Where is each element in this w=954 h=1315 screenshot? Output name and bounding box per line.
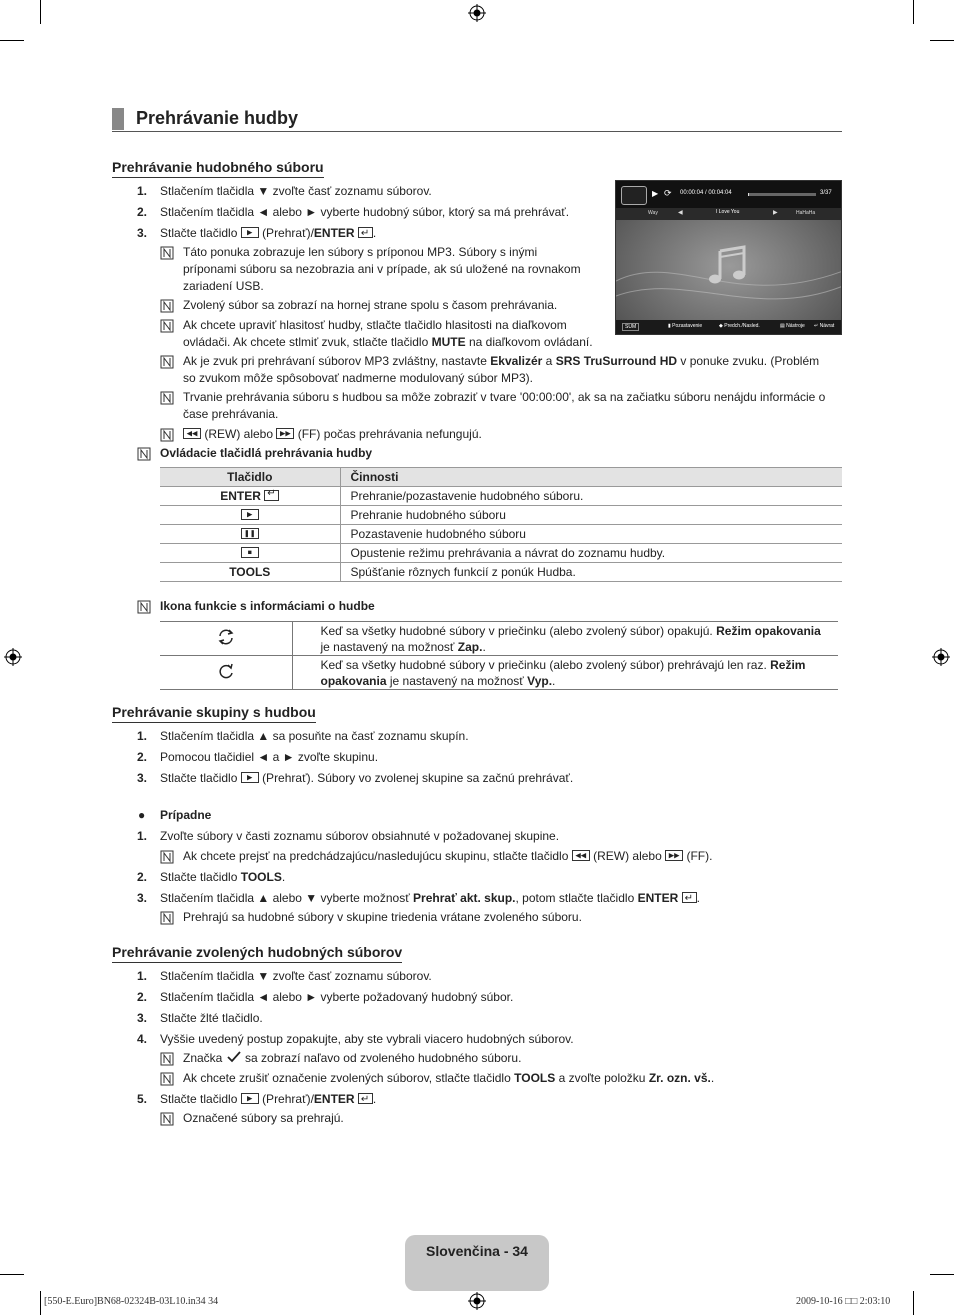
tools-label: TOOLS xyxy=(240,870,282,884)
table-cell xyxy=(160,656,292,690)
step-text-part: Stlačte tlačidlo xyxy=(160,226,238,240)
note-text-part: Značka xyxy=(183,1051,223,1065)
music-player-screenshot xyxy=(615,180,842,335)
step-text xyxy=(160,890,700,907)
option-label: Zr. ozn. vš. xyxy=(648,1071,711,1085)
crop-mark xyxy=(930,1274,954,1275)
enter-icon xyxy=(358,227,373,238)
note-text-part: v ponuke zvuku. (Problém xyxy=(680,354,820,368)
step-number: 1. xyxy=(137,829,148,843)
note-text: Ak chcete upraviť hlasitosť hudby, stlačte tlačidlo hlasitosti na diaľkovom xyxy=(183,318,567,332)
step-text: Pomocou tlačidiel ◄ a ► zvoľte skupinu. xyxy=(160,750,379,764)
step-line xyxy=(137,1010,147,1027)
table-cell: Prehranie hudobného súboru xyxy=(340,506,842,525)
note-text: Označené súbory sa prehrajú. xyxy=(183,1111,344,1125)
note-text: Zvolený súbor sa zobrazí na hornej strane spolu s časom prehrávania. xyxy=(183,298,558,312)
note-icon xyxy=(137,600,151,614)
tools-label: TOOLS xyxy=(229,565,271,579)
music-note-icon xyxy=(706,245,748,285)
step-text-part: Stlačte tlačidlo xyxy=(160,870,238,884)
info-text: . xyxy=(482,639,486,654)
table-row xyxy=(160,506,842,525)
thumbnail xyxy=(621,186,647,205)
step-text: Zvoľte súbory v časti zoznamu súborov obsiahnuté v požadovanej skupine. xyxy=(160,829,560,843)
crop-mark xyxy=(913,0,914,24)
table-row xyxy=(160,563,842,582)
crop-mark xyxy=(0,1274,24,1275)
step-text-part: . xyxy=(372,226,377,240)
repeat-all-icon xyxy=(216,627,236,647)
step-text-part: Stlačením tlačidla ▲ alebo ▼ vyberte možnosť xyxy=(160,891,410,905)
table-header: Činnosti xyxy=(340,468,842,487)
step-line xyxy=(137,828,147,845)
table-header-row xyxy=(160,468,842,487)
note-icon xyxy=(137,447,151,461)
player-count: 3/37 xyxy=(820,190,832,196)
note-icon xyxy=(160,911,174,925)
note-text-part: . xyxy=(710,1071,715,1085)
step-line xyxy=(137,183,147,200)
note-text xyxy=(183,426,482,443)
hint-prev-next: ◆ Predch./Nasled. xyxy=(719,323,760,329)
step-text: Vyššie uvedený postup zopakujte, aby ste vybrali viacero hudobných súborov. xyxy=(160,1032,574,1046)
step-text: Stlačením tlačidla ◄ alebo ► vyberte požadovaný hudobný súbor. xyxy=(160,990,514,1004)
table-cell: Prehranie/pozastavenie hudobného súboru. xyxy=(340,487,842,506)
note-icon xyxy=(160,391,174,405)
info-bold: Zap. xyxy=(457,639,483,654)
note-icon xyxy=(160,319,174,333)
step-number: 2. xyxy=(137,750,148,764)
note-text xyxy=(183,1050,521,1067)
step-text xyxy=(160,869,285,886)
registration-mark-icon xyxy=(468,1292,486,1310)
note-icon xyxy=(160,355,174,369)
step-text-part: . xyxy=(372,1092,377,1106)
note-text-part: sa zobrazí naľavo od zvoleného hudobného súboru. xyxy=(245,1051,522,1065)
step-text-part: Stlačte tlačidlo xyxy=(160,1092,238,1106)
hint-pause: ▮ Pozastavenie xyxy=(668,323,703,329)
step-text-part: , potom stlačte tlačidlo xyxy=(515,891,635,905)
controls-table xyxy=(160,467,842,582)
step-number: 5. xyxy=(137,1092,148,1106)
current-track: I Love You xyxy=(716,209,740,215)
note-text xyxy=(183,334,593,351)
step-line xyxy=(137,770,147,787)
note-text-part: Ak chcete zrušiť označenie zvolených súborov, stlačte tlačidlo xyxy=(183,1071,511,1085)
page-number-badge xyxy=(405,1235,549,1291)
note-icon xyxy=(160,1052,174,1066)
play-button-icon: ▶ xyxy=(241,509,259,520)
step-number: 4. xyxy=(137,1032,148,1046)
step-text-part: (Prehrať). Súbory vo zvolenej skupine sa začnú prehrávať. xyxy=(262,771,574,785)
srs-label: SRS TruSurround HD xyxy=(555,354,678,368)
controls-heading: Ovládacie tlačidlá prehrávania hudby xyxy=(160,446,373,460)
table-cell: Spúšťanie rôznych funkcií z ponúk Hudba. xyxy=(340,563,842,582)
fast-forward-button-icon: ▶▶ xyxy=(665,850,683,861)
step-line xyxy=(137,225,147,242)
step-number: 2. xyxy=(137,870,148,884)
step-text: Stlačením tlačidla ▼ zvoľte časť zoznamu súborov. xyxy=(160,969,432,983)
note-text-part: (FF). xyxy=(686,849,713,863)
note-icon xyxy=(160,246,174,260)
alt-label: Prípadne xyxy=(160,808,212,822)
step-line xyxy=(137,728,147,745)
enter-icon xyxy=(264,490,279,501)
note-text-part: Ak chcete prejsť na predchádzajúcu/nasledujúcu skupinu, stlačte tlačidlo xyxy=(183,849,569,863)
step-number: 1. xyxy=(137,184,148,198)
page-number: Slovenčina - 34 xyxy=(426,1243,528,1259)
step-number: 3. xyxy=(137,226,148,240)
table-cell xyxy=(160,544,340,563)
hint-label: Nástroje xyxy=(786,323,805,329)
enter-label: ENTER xyxy=(220,489,261,503)
table-row xyxy=(160,656,838,690)
note-text: zariadení USB. xyxy=(183,279,264,293)
repeat-icon: ⟳ xyxy=(664,188,672,198)
step-line xyxy=(137,204,147,221)
table-row xyxy=(160,487,842,506)
note-icon xyxy=(160,850,174,864)
stop-button-icon: ■ xyxy=(241,547,259,558)
info-bold: opakovania xyxy=(320,673,387,688)
enter-label: ENTER xyxy=(313,1092,355,1106)
table-header: Tlačidlo xyxy=(160,468,340,487)
step-line xyxy=(137,749,147,766)
step-text-part: (Prehrať)/ xyxy=(262,226,314,240)
table-cell: Opustenie režimu prehrávania a návrat do zoznamu hudby. xyxy=(340,544,842,563)
step-line xyxy=(137,1091,147,1108)
registration-mark-icon xyxy=(468,4,486,22)
enter-icon xyxy=(358,1093,373,1104)
step-line xyxy=(137,1031,147,1048)
step-number: 3. xyxy=(137,1011,148,1025)
note-text-part: ovládači. Ak chcete stlmiť zvuk, stlačte tlačidlo xyxy=(183,335,429,349)
section-heading: Prehrávanie zvolených hudobných súborov xyxy=(112,944,402,963)
note-text-part: (REW) alebo xyxy=(593,849,662,863)
crop-mark xyxy=(930,40,954,41)
left-arrow-icon: ◀ xyxy=(678,210,683,216)
checkmark-icon xyxy=(226,1051,242,1063)
table-cell: Pozastavenie hudobného súboru xyxy=(340,525,842,544)
step-number: 1. xyxy=(137,729,148,743)
page-title xyxy=(112,108,842,132)
note-text xyxy=(183,1070,714,1087)
table-cell xyxy=(160,487,340,506)
file-info: [550-E.Euro]BN68-02324B-03L10.in34 34 xyxy=(44,1296,219,1307)
note-text: príponami súboru sa nezobrazia ani v prípade, ak sú uložené na rovnakom xyxy=(183,262,581,276)
mute-label: MUTE xyxy=(431,335,466,349)
info-text: je nastavený na možnosť xyxy=(389,673,524,688)
table-row xyxy=(160,622,838,656)
step-text: Stlačením tlačidla ▲ sa posuňte na časť zoznamu skupín. xyxy=(160,729,469,743)
step-number: 2. xyxy=(137,990,148,1004)
step-text-part: (Prehrať)/ xyxy=(262,1092,314,1106)
hint-label: Pozastavenie xyxy=(672,323,703,329)
table-cell xyxy=(292,656,838,690)
crop-mark xyxy=(0,40,24,41)
note-text: Táto ponuka zobrazuje len súbory s príponou MP3. Súbory s inými xyxy=(183,245,538,259)
play-button-icon: ▶ xyxy=(241,772,259,783)
table-cell xyxy=(160,563,340,582)
step-text xyxy=(160,1091,376,1108)
print-date: 2009-10-16 □□ 2:03:10 xyxy=(796,1296,891,1307)
step-text: Stlačením tlačidla ▼ zvoľte časť zoznamu súborov. xyxy=(160,184,432,198)
progress-fill xyxy=(748,193,749,196)
table-cell xyxy=(292,622,838,656)
fast-forward-button-icon: ▶▶ xyxy=(276,428,294,439)
info-bold: Vyp. xyxy=(527,673,553,688)
table-cell xyxy=(160,622,292,656)
table-cell xyxy=(160,506,340,525)
hint-tools: ▤ Nástroje xyxy=(780,323,805,329)
note-text: Prehrajú sa hudobné súbory v skupine triedenia vrátane zvoleného súboru. xyxy=(183,910,582,924)
equalizer-label: Ekvalizér xyxy=(490,354,543,368)
rewind-button-icon: ◀◀ xyxy=(572,850,590,861)
step-line xyxy=(137,989,147,1006)
bullet-icon: ● xyxy=(138,808,146,822)
prev-track: Way xyxy=(648,210,658,216)
sum-badge: SUM xyxy=(622,323,639,331)
repeat-once-icon xyxy=(216,661,236,681)
note-text xyxy=(183,353,819,370)
crop-mark xyxy=(913,1291,914,1315)
step-line xyxy=(137,869,147,886)
info-text: je nastavený na možnosť xyxy=(320,639,455,654)
note-icon xyxy=(160,1112,174,1126)
page-title-text: Prehrávanie hudby xyxy=(136,108,299,128)
player-time: 00:00:04 / 00:04:04 xyxy=(680,190,732,196)
enter-label: ENTER xyxy=(637,891,679,905)
section-heading: Prehrávanie hudobného súboru xyxy=(112,159,324,178)
step-text: Stlačením tlačidla ◄ alebo ► vyberte hudobný súbor, ktorý sa má prehrávať. xyxy=(160,205,570,219)
note-text: čase prehrávania. xyxy=(183,407,279,421)
hint-label: Návrat xyxy=(819,323,835,329)
note-text xyxy=(183,848,712,865)
note-icon xyxy=(160,299,174,313)
note-icon xyxy=(160,428,174,442)
next-track: HaHaHa xyxy=(796,210,816,216)
enter-icon xyxy=(682,892,697,903)
step-text-part: Stlačte tlačidlo xyxy=(160,771,238,785)
note-text-part: (FF) počas prehrávania nefungujú. xyxy=(297,427,482,441)
step-text xyxy=(160,225,376,242)
step-line xyxy=(137,890,147,907)
table-row xyxy=(160,544,842,563)
step-line xyxy=(137,968,147,985)
note-text-part: (REW) alebo xyxy=(204,427,274,441)
step-number: 1. xyxy=(137,969,148,983)
step-number: 3. xyxy=(137,771,148,785)
info-text: Keď sa všetky hudobné súbory v priečinku (alebo zvolený súbor) opakujú. xyxy=(320,623,713,638)
step-text-part: . xyxy=(281,870,286,884)
progress-track xyxy=(748,193,816,196)
registration-mark-icon xyxy=(932,648,950,666)
play-icon: ▶ xyxy=(652,189,659,198)
note-text-part: a xyxy=(545,354,553,368)
note-text-part: Ak je zvuk pri prehrávaní súborov MP3 zvláštny, nastavte xyxy=(183,354,487,368)
note-text-part: a zvoľte položku xyxy=(558,1071,646,1085)
registration-mark-icon xyxy=(4,648,22,666)
option-label: Prehrať akt. skup. xyxy=(413,891,516,905)
tools-label: TOOLS xyxy=(514,1071,556,1085)
crop-mark xyxy=(40,0,41,24)
pause-button-icon: ❚❚ xyxy=(241,528,259,539)
hint-label: Predch./Nasled. xyxy=(724,323,760,329)
info-heading: Ikona funkcie s informáciami o hudbe xyxy=(160,599,375,613)
step-number: 3. xyxy=(137,891,148,905)
table-row xyxy=(160,525,842,544)
step-text xyxy=(160,770,573,787)
note-text-part: na diaľkovom ovládaní. xyxy=(468,335,593,349)
play-button-icon: ▶ xyxy=(241,1093,259,1104)
table-cell xyxy=(160,525,340,544)
section-heading: Prehrávanie skupiny s hudbou xyxy=(112,704,316,723)
info-text: . xyxy=(552,673,556,688)
info-icon-table xyxy=(160,621,838,690)
title-bar xyxy=(112,108,124,130)
play-button-icon: ▶ xyxy=(241,227,259,238)
crop-mark xyxy=(40,1291,41,1315)
enter-label: ENTER xyxy=(313,226,355,240)
note-icon xyxy=(160,1072,174,1086)
step-number: 2. xyxy=(137,205,148,219)
step-text: Stlačte žlté tlačidlo. xyxy=(160,1011,263,1025)
info-bold: Režim opakovania xyxy=(716,623,821,638)
note-text: so zvukom môže spôsobovať nadmerne modulovaný súbor MP3). xyxy=(183,371,534,385)
right-arrow-icon: ▶ xyxy=(773,210,778,216)
info-text: Keď sa všetky hudobné súbory v priečinku (alebo zvolený súbor) prehrávajú len raz. xyxy=(320,657,767,672)
step-text-part: . xyxy=(696,891,700,905)
note-text: Trvanie prehrávania súboru s hudbou sa môže zobraziť v tvare '00:00:00', ak sa na začiatku súboru nenájdu informácie o xyxy=(183,390,826,404)
info-bold: Režim xyxy=(770,657,806,672)
rewind-button-icon: ◀◀ xyxy=(183,428,201,439)
hint-return: ↵ Návrat xyxy=(814,323,835,329)
